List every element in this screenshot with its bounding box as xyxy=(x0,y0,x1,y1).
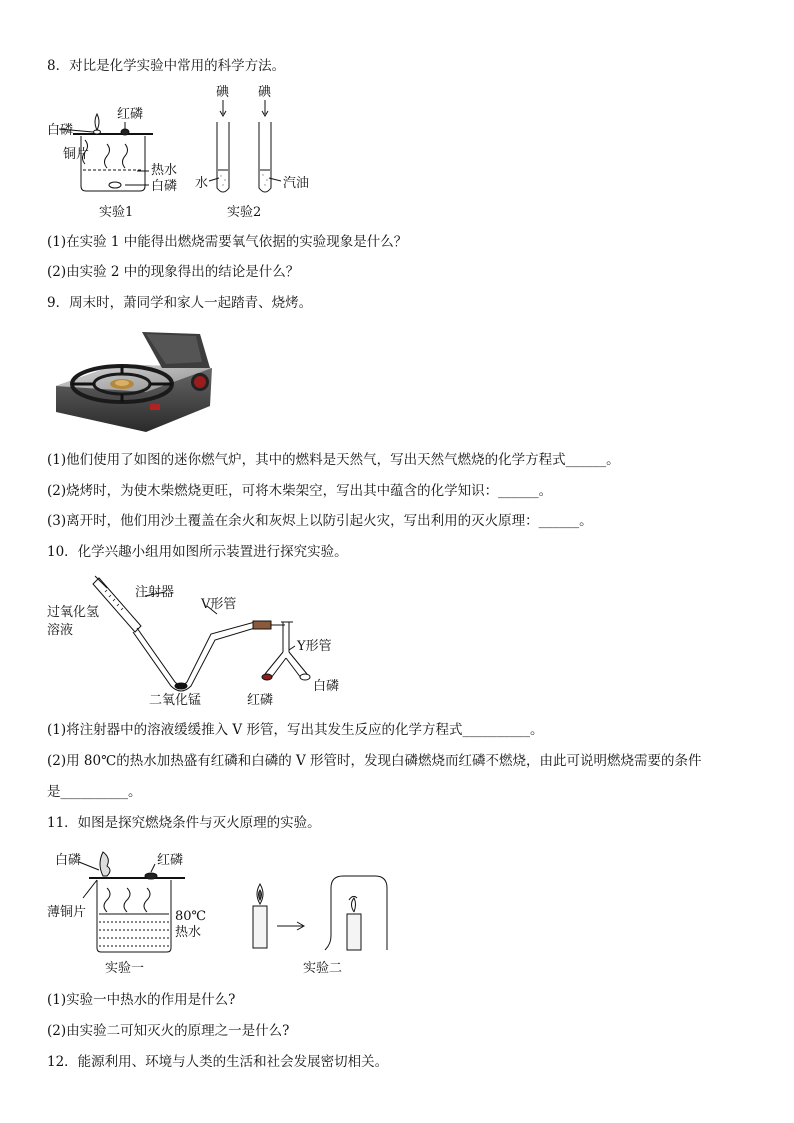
q9-stem: 9．周末时，萧同学和家人一起踏青、烧烤。 xyxy=(47,295,313,311)
q10-label-red-p: 红磷 xyxy=(247,693,274,708)
q10-label-h2o2-1: 过氧化氢 xyxy=(47,605,100,620)
apparatus xyxy=(93,576,310,691)
q8-label-iodine-a: 碘 xyxy=(216,85,230,100)
q9-sub3: (3)离开时，他们用沙土覆盖在余火和灰烬上以防引起火灾，写出利用的灭火原理：______。 xyxy=(47,513,593,529)
q10-sub2: (2)用 80℃的热水加热盛有红磷和白磷的 V 形管时，发现白磷燃烧而红磷不燃烧，由此可说明燃烧需要的条件 xyxy=(47,753,702,769)
q8-label-white-p-top: 白磷 xyxy=(47,123,74,138)
q11-stem: 11．如图是探究燃烧条件与灭火原理的实验。 xyxy=(47,815,321,831)
q10-label-white-p: 白磷 xyxy=(313,679,340,694)
q11-label-copper: 薄铜片 xyxy=(47,905,87,920)
q11-label-white-p: 白磷 xyxy=(55,853,82,868)
q10-label-v-tube: V形管 xyxy=(201,597,237,612)
gas-stove-image xyxy=(50,324,215,436)
q9-sub2: (2)烧烤时，为使木柴燃烧更旺，可将木柴架空，写出其中蕴含的化学知识：______。 xyxy=(47,483,553,499)
q11-label-temp: 80℃ xyxy=(175,909,207,924)
q8-stem: 8．对比是化学实验中常用的科学方法。 xyxy=(47,58,286,74)
q10-sub2b: 是__________。 xyxy=(47,784,142,800)
q10-label-h2o2-2: 溶液 xyxy=(47,623,74,638)
q11-sub2: (2)由实验二可知灭火的原理之一是什么? xyxy=(47,1023,290,1039)
q8-label-exp1: 实验1 xyxy=(99,205,134,220)
q11-label-hot-water: 热水 xyxy=(175,925,202,940)
q10-label-syringe: 注射器 xyxy=(135,585,175,600)
q11-sub1: (1)实验一中热水的作用是什么? xyxy=(47,992,236,1008)
q11-label-red-p: 红磷 xyxy=(157,853,184,868)
q10-label-mno2: 二氧化锰 xyxy=(149,693,202,708)
q8-label-copper: 铜片 xyxy=(63,147,90,162)
q8-label-gasoline: 汽油 xyxy=(283,176,310,191)
q8-label-hot-water: 热水 xyxy=(151,163,178,178)
q8-label-exp2: 实验2 xyxy=(227,205,262,220)
q10-sub1: (1)将注射器中的溶液缓缓推入 V 形管，写出其发生反应的化学方程式__________。 xyxy=(47,722,544,738)
tube-dots xyxy=(220,174,267,185)
candle-experiment-2 xyxy=(253,876,387,950)
q12-stem: 12．能源利用、环境与人类的生活和社会发展密切相关。 xyxy=(47,1054,389,1070)
q9-sub1: (1)他们使用了如图的迷你燃气炉，其中的燃料是天然气，写出天然气燃烧的化学方程式______。 xyxy=(47,452,620,468)
q8-label-water: 水 xyxy=(195,176,209,191)
q10-stem: 10．化学兴趣小组用如图所示装置进行探究实验。 xyxy=(47,544,348,560)
q11-label-exp1: 实验一 xyxy=(105,961,145,976)
q8-sub2: (2)由实验 2 中的现象得出的结论是什么？ xyxy=(47,264,300,280)
q8-label-white-p-bottom: 白磷 xyxy=(151,179,178,194)
q11-figure xyxy=(45,844,395,979)
test-tubes xyxy=(209,100,281,192)
q8-label-red-p: 红磷 xyxy=(117,107,144,122)
q10-figure xyxy=(45,570,355,710)
q8-sub1: (1)在实验 1 中能得出燃烧需要氧气依据的实验现象是什么？ xyxy=(47,234,408,250)
q8-figure xyxy=(45,84,325,224)
q8-label-iodine-b: 碘 xyxy=(258,85,272,100)
q11-label-exp2: 实验二 xyxy=(303,961,343,976)
q10-label-y-tube: Y形管 xyxy=(297,639,332,654)
